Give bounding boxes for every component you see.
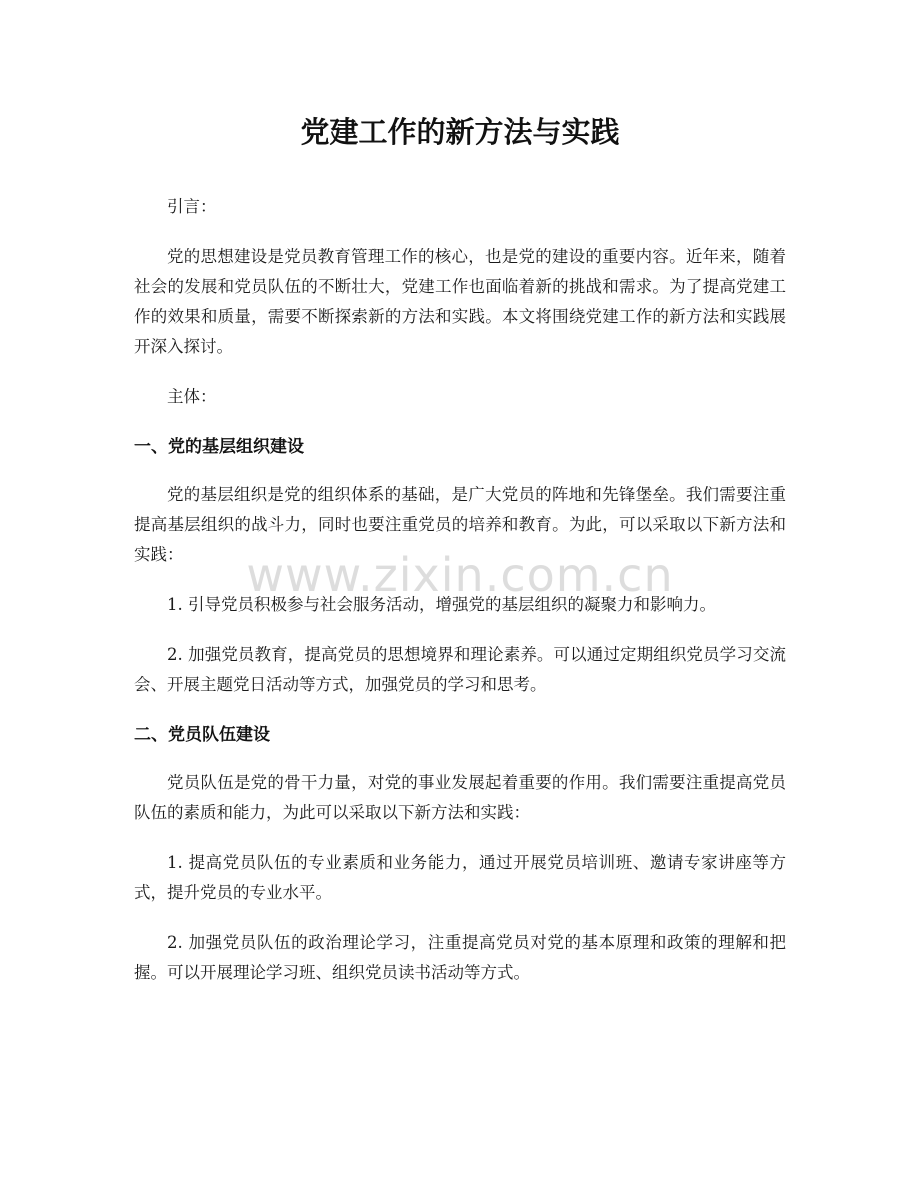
document-title: 党建工作的新方法与实践 <box>300 115 620 149</box>
section-1-item-1: 1. 引导党员积极参与社会服务活动，增强党的基层组织的凝聚力和影响力。 <box>167 595 716 614</box>
section-heading-2: 二、党员队伍建设 <box>134 725 270 745</box>
intro-label: 引言： <box>167 197 217 216</box>
section-heading-1: 一、党的基层组织建设 <box>134 437 304 457</box>
section-1-item-2: 2. 加强党员教育，提高党员的思想境界和理论素养。可以通过定期组织党员学习交流会、开展主题党日活动等方式，加强党员的学习和思考。 <box>134 645 786 694</box>
body-label: 主体： <box>167 387 217 406</box>
section-1-intro: 党的基层组织是党的组织体系的基础，是广大党员的阵地和先锋堡垒。我们需要注重提高基层组织的战斗力，同时也要注重党员的培养和教育。为此，可以采取以下新方法和实践： <box>134 485 786 564</box>
section-2-item-1: 1. 提高党员队伍的专业素质和业务能力，通过开展党员培训班、邀请专家讲座等方式，提升党员的专业水平。 <box>134 853 786 902</box>
section-2-item-2: 2. 加强党员队伍的政治理论学习，注重提高党员对党的基本原理和政策的理解和把握。可以开展理论学习班、组织党员读书活动等方式。 <box>134 933 786 982</box>
intro-paragraph: 党的思想建设是党员教育管理工作的核心，也是党的建设的重要内容。近年来，随着社会的发展和党员队伍的不断壮大，党建工作也面临着新的挑战和需求。为了提高党建工作的效果和质量，需要不断探索新的方法和实践。本文将围绕党建工作的新方法和实践展开深入探讨。 <box>134 247 786 356</box>
watermark: www.zixin.com.cn <box>246 548 674 602</box>
section-2-intro: 党员队伍是党的骨干力量，对党的事业发展起着重要的作用。我们需要注重提高党员队伍的素质和能力，为此可以采取以下新方法和实践： <box>134 773 786 822</box>
